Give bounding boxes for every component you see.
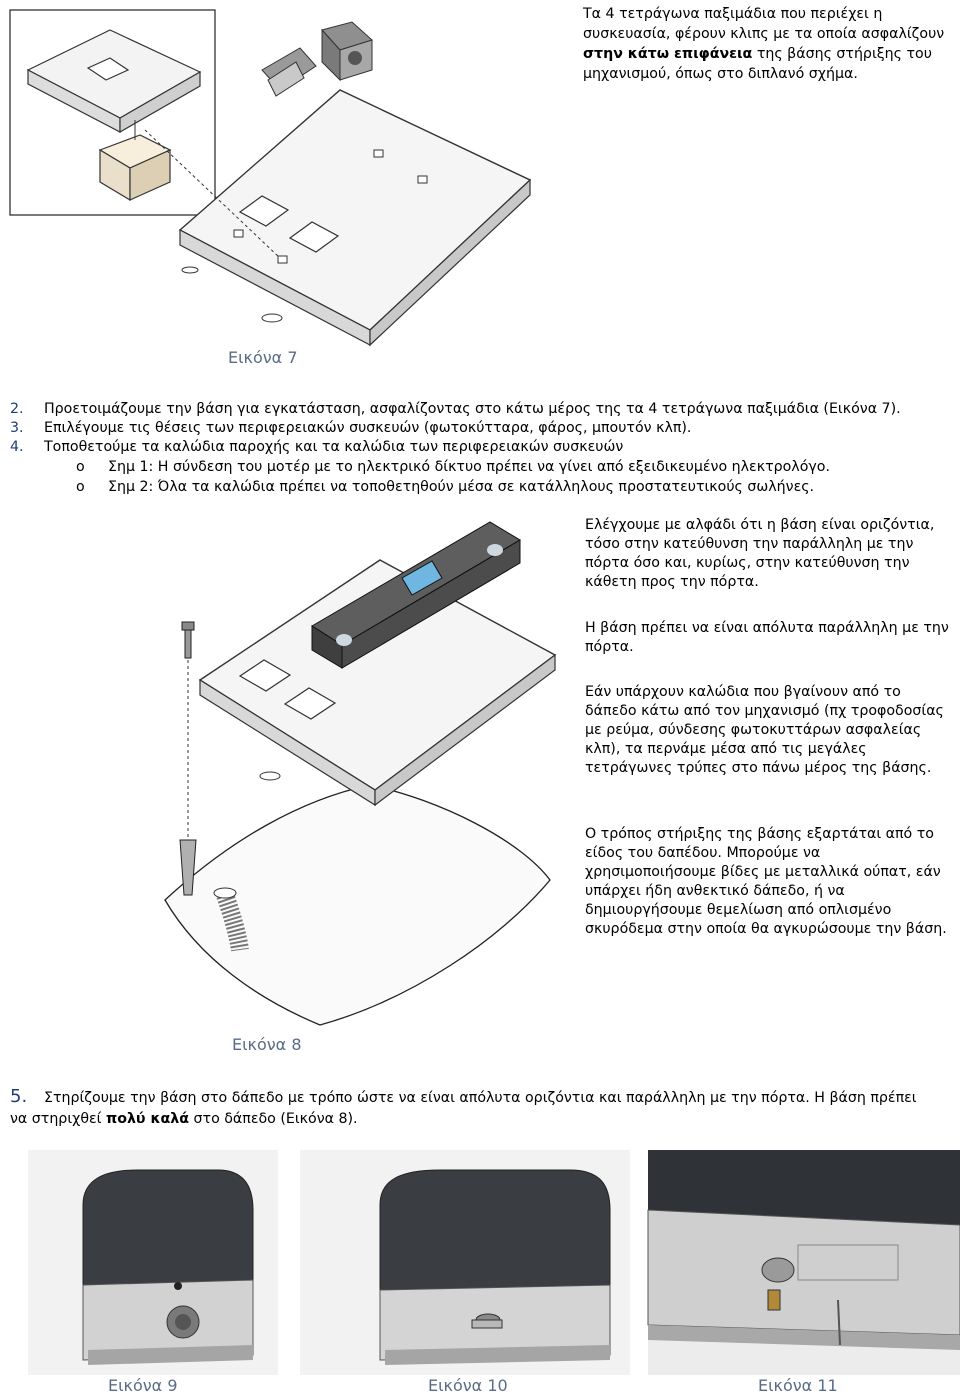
step-5-line1: Στηρίζουμε την βάση στο δάπεδο με τρόπο ώστε να είναι απόλυτα οριζόντια και παράλληλη με την πόρτα. Η βάση πρέπει (44, 1090, 917, 1106)
note-2-bullet: o (76, 479, 85, 495)
note-1-bullet: o (76, 459, 85, 475)
step-5-number: 5. (10, 1086, 28, 1107)
side-paragraph-1-text: Ελέγχουμε με αλφάδι ότι η βάση είναι οριζόντια, τόσο στην κατεύθυνση την παράλληλη με την πόρτα όσο και, κυρίως, στην κατεύθυνση την κάθετη προς την πόρτα. (585, 517, 935, 590)
step-2-number: 2. (10, 401, 24, 417)
top-note-text-after: της βάσης στήριξης του μηχανισμού, όπως στο διπλανό σχήμα. (583, 46, 932, 82)
step-5-line2-before: να στηριχθεί (10, 1111, 102, 1127)
bolt-icon (182, 622, 194, 658)
top-note-text-before: Τα 4 τετράγωνα παξιμάδια που περιέχει η συσκευασία, φέρουν κλιπς με τα οποία ασφαλίζουν (583, 6, 945, 42)
figure8-caption: Εικόνα 8 (232, 1035, 302, 1054)
top-note (583, 4, 953, 84)
step-4-text: Τοποθετούμε τα καλώδια παροχής και τα καλώδια των περιφερειακών συσκευών (44, 439, 624, 455)
figure10-photo (300, 1150, 630, 1375)
side-paragraph-3 (585, 683, 950, 778)
side-paragraph-4 (585, 825, 950, 939)
side-paragraph-1 (585, 516, 950, 592)
step-5-line2-bold: πολύ καλά (105, 1111, 190, 1127)
side-paragraph-2-text: Η βάση πρέπει να είναι απόλυτα παράλληλη με την πόρτα. (585, 620, 949, 655)
step-5-line2 (10, 1110, 358, 1129)
step-2-text: Προετοιμάζουμε την βάση για εγκατάσταση, ασφαλίζοντας στο κάτω μέρος της τα 4 τετράγωνα παξιμάδια (Εικόνα 7). (44, 401, 901, 417)
top-note-text-bold: στην κάτω επιφάνεια (583, 46, 753, 62)
side-paragraph-2 (585, 619, 950, 657)
step-4-number: 4. (10, 439, 24, 455)
side-paragraph-4-text: Ο τρόπος στήριξης της βάσης εξαρτάται από το είδος του δαπέδου. Μπορούμε να χρησιμοποιήσουμε βίδες με μεταλλικά ούπατ, εάν υπάρχει ήδη ανθεκτικό δάπεδο, ή να δημιουργήσουμε θεμελίωση από οπλισμένο σκυρόδεμα στην οποία θα αγκυρώσουμε την βάση. (585, 826, 947, 937)
figure8-illustration (0, 0, 580, 1040)
side-paragraph-3-text: Εάν υπάρχουν καλώδια που βγαίνουν από το δάπεδο κάτω από τον μηχανισμό (πχ τροφοδοσίας με ρεύμα, σύνδεσης φωτοκυττάρων ασφαλείας κλπ), τα περνάμε μέσα από τις μεγάλες τετράγωνες τρύπες στο πάνω μέρος της βάσης. (585, 684, 944, 776)
figure11-caption: Εικόνα 11 (758, 1376, 838, 1395)
note-1-text: Σημ 1: Η σύνδεση του μοτέρ με το ηλεκτρικό δίκτυο πρέπει να γίνει από εξειδικευμένο ηλεκτρολόγο. (108, 459, 830, 475)
figure11-photo (648, 1150, 960, 1375)
figure10-caption: Εικόνα 10 (428, 1376, 508, 1395)
step-3-text: Επιλέγουμε τις θέσεις των περιφερειακών συσκευών (φωτοκύτταρα, φάρος, μπουτόν κλπ). (44, 420, 692, 436)
figure9-photo (28, 1150, 278, 1375)
step-5-line2-after: στο δάπεδο (Εικόνα 8). (193, 1111, 358, 1127)
figure7-caption: Εικόνα 7 (228, 348, 298, 367)
step-3-number: 3. (10, 420, 24, 436)
note-2-text: Σημ 2: Όλα τα καλώδια πρέπει να τοποθετηθούν μέσα σε κατάλληλους προστατευτικούς σωλήνες. (108, 479, 815, 495)
figure9-caption: Εικόνα 9 (108, 1376, 178, 1395)
step-5 (10, 1087, 960, 1108)
